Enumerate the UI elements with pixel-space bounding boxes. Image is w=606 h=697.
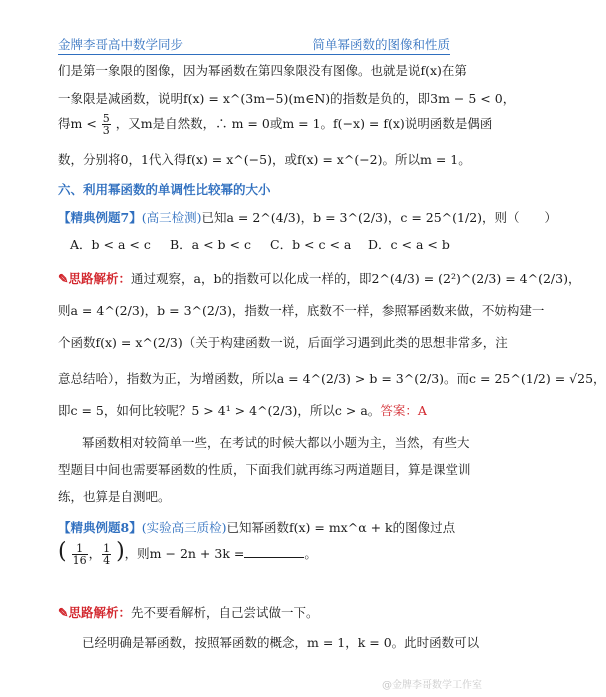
fraction-numerator: 5 xyxy=(102,112,110,125)
analysis-8-label: 思路解析： xyxy=(68,605,131,620)
header-divider xyxy=(58,54,450,55)
fraction-numerator: 1 xyxy=(103,542,111,555)
intro-line-1: 们是第一象限的图像，因为幂函数在第四象限没有图像。也就是说f(x)在第 xyxy=(58,63,467,78)
paragraph-line-1: 幂函数相对较简单一些，在考试的时候大都以小题为主，当然，有些大 xyxy=(82,435,470,450)
intro-line-3-end: ，又m是自然数，∴ m = 0或m = 1。f(−x) = f(x)说明函数是偶函 xyxy=(115,116,493,131)
watermark: @金牌李哥数学工作室 xyxy=(382,680,482,691)
example-7-question: 已知a = 2^(4/3)，b = 3^(2/3)，c = 25^(1/2)，则（ ） xyxy=(201,210,558,225)
analysis-8-line-1 xyxy=(58,603,319,621)
example-8-period: 。 xyxy=(304,546,317,561)
page-header xyxy=(58,35,450,53)
option-c: C．b < c < a xyxy=(270,237,352,252)
example-8-tag: 【精典例题8】 xyxy=(58,520,142,535)
fraction-denominator: 3 xyxy=(102,124,110,137)
fraction-one-sixteenth xyxy=(72,543,88,566)
answer-7: 答案：A xyxy=(380,403,427,418)
option-d: D．c < a < b xyxy=(368,237,450,252)
option-a: A．b < a < c xyxy=(70,237,151,252)
example-8-expression: ，则m − 2n + 3k = xyxy=(124,546,245,561)
analysis-7-label: 思路解析： xyxy=(68,271,131,286)
analysis-7-line-4: 意总结哈），指数为正，为增函数，所以a = 4^(2/3) > b = 3^(2/3)。而c = 25^(1/2) = √25， xyxy=(58,371,606,386)
fraction-five-thirds xyxy=(102,113,111,136)
analysis-7-text-5: 即c = 5，如何比较呢？5 > 4¹ > 4^(2/3)，所以c > a。 xyxy=(58,403,381,418)
analysis-7-text-1: 通过观察，a，b的指数可以化成一样的，即2^(4/3) = (2²)^(2/3) = 4^(2/3)， xyxy=(131,271,581,286)
header-chapter-title: 简单幂函数的图像和性质 xyxy=(312,37,450,52)
analysis-7-line-1 xyxy=(58,269,580,287)
example-8-stem xyxy=(58,518,455,536)
analysis-7-line-3: 个函数f(x) = x^(2/3)（关于构建函数一说，后面学习遇到此类的思想非常多，注 xyxy=(58,335,508,350)
point-open-paren: ( xyxy=(58,539,67,564)
paragraph-line-2: 型题目中间也需要幂函数的性质，下面我们就再练习两道题目，算是课堂训 xyxy=(58,462,471,477)
intro-line-3 xyxy=(58,113,492,136)
fraction-numerator: 1 xyxy=(72,543,88,555)
header-book-title: 金牌李哥高中数学同步 xyxy=(58,37,184,52)
intro-line-3-start: 得m < xyxy=(58,116,97,131)
pen-icon: ✎ xyxy=(58,271,69,286)
fraction-one-fourth xyxy=(102,543,111,566)
fraction-denominator: 4 xyxy=(103,554,111,567)
example-8-question: 已知幂函数f(x) = mx^α + k的图像过点 xyxy=(226,520,456,535)
option-b: B．a < b < c xyxy=(170,237,251,252)
analysis-8-line-2: 已经明确是幂函数，按照幂函数的概念，m = 1，k = 0。此时函数可以 xyxy=(82,635,480,650)
paragraph-line-3: 练，也算是自测吧。 xyxy=(58,489,171,504)
answer-blank xyxy=(244,547,304,558)
intro-line-4: 数，分别将0，1代入得f(x) = x^(−5)，或f(x) = x^(−2)。所以m = 1。 xyxy=(58,152,471,167)
example-7-tag: 【精典例题7】 xyxy=(58,210,142,225)
example-7-stem xyxy=(58,208,557,226)
point-comma: ， xyxy=(88,546,102,561)
analysis-7-line-5 xyxy=(58,401,427,419)
section-6-heading: 六、利用幂函数的单调性比较幂的大小 xyxy=(58,182,271,197)
analysis-7-line-2: 则a = 4^(2/3)，b = 3^(2/3)，指数一样，底数不一样，参照幂函数来做，不妨构建一 xyxy=(58,303,545,318)
example-8-point-line xyxy=(58,539,317,566)
fraction-denominator: 16 xyxy=(72,554,87,567)
example-8-source: (实验高三质检) xyxy=(141,520,227,535)
point-close-paren: ) xyxy=(116,539,125,564)
example-7-source: (高三检测) xyxy=(141,210,202,225)
analysis-8-text-1: 先不要看解析，自己尝试做一下。 xyxy=(131,605,319,620)
intro-line-2: 一象限是减函数，说明f(x) = x^(3m−5)(m∈N)的指数是负的，即3m − 5 < 0， xyxy=(58,91,516,106)
pen-icon: ✎ xyxy=(58,605,69,620)
